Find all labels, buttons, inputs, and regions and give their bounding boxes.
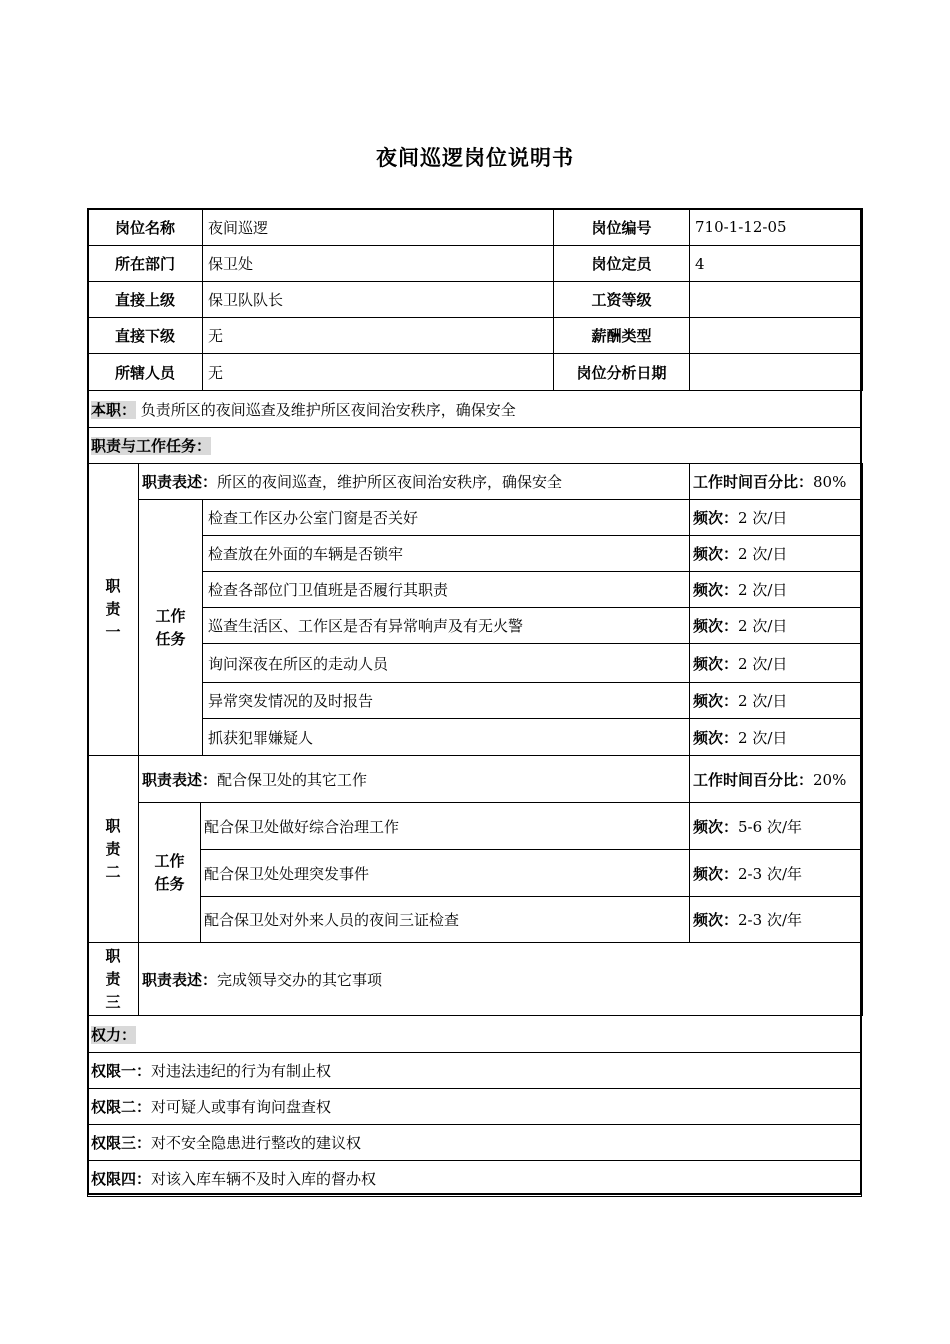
freq-value: 2 次/日 — [738, 581, 788, 599]
salary-grade-value — [690, 282, 863, 318]
authority-header: 权力： — [91, 1025, 137, 1044]
authority-text: 对不安全隐患进行整改的建议权 — [151, 1134, 362, 1152]
responsibilities-header: 职责与工作任务： — [91, 437, 212, 455]
subordinate-value: 无 — [203, 318, 554, 354]
freq-value: 2-3 次/年 — [738, 911, 802, 929]
duty2-task-text: 配合保卫处对外来人员的夜间三证检查 — [201, 897, 690, 943]
duty3-desc-label: 职责表述： — [142, 970, 218, 989]
duty1-name: 职责一 — [88, 464, 139, 756]
position-name-label: 岗位名称 — [88, 209, 203, 246]
subordinate-label: 直接下级 — [88, 318, 203, 354]
duty1-desc-cell — [139, 464, 690, 500]
duty3-desc: 完成领导交办的其它事项 — [217, 970, 383, 989]
duty1-task-text: 询问深夜在所区的走动人员 — [203, 644, 690, 683]
duty1-pct-cell — [690, 464, 863, 500]
position-code-value: 710-1-12-05 — [690, 209, 863, 246]
authority-text: 对可疑人或事有询问盘查权 — [151, 1098, 332, 1116]
duty1-desc-label: 职责表述： — [142, 473, 218, 491]
duty1-task-freq — [690, 644, 863, 683]
analysis-date-value — [690, 354, 863, 391]
position-name-value: 夜间巡逻 — [203, 209, 554, 246]
duty1-task-text: 巡查生活区、工作区是否有异常响声及有无火警 — [203, 608, 690, 644]
freq-label: 频次： — [693, 817, 739, 836]
freq-value: 2 次/日 — [738, 654, 788, 673]
authority-item — [88, 1125, 862, 1161]
duty3-table — [87, 942, 863, 1016]
duty2-name: 职责二 — [88, 756, 139, 943]
duty1-task-text: 检查放在外面的车辆是否锁牢 — [203, 536, 690, 572]
freq-label: 频次： — [693, 581, 739, 599]
duty2-table — [87, 755, 863, 943]
authority-item — [88, 1053, 862, 1089]
duty2-pct-label: 工作时间百分比： — [693, 770, 814, 789]
duty-text: 负责所区的夜间巡查及维护所区夜间治安秩序，确保安全 — [140, 400, 516, 419]
duty2-task-label: 工作任务 — [139, 803, 201, 943]
duty1-desc: 所区的夜间巡查，维护所区夜间治安秩序，确保安全 — [217, 473, 563, 491]
duty2-desc-label: 职责表述： — [142, 770, 218, 789]
duty2-task-text: 配合保卫处处理突发事件 — [201, 850, 690, 897]
duty1-task-freq — [690, 536, 863, 572]
freq-label: 频次： — [693, 864, 739, 883]
authority-item — [88, 1161, 862, 1197]
duty2-task-freq — [690, 803, 863, 850]
salary-grade-label: 工资等级 — [554, 282, 690, 318]
page-title: 夜间巡逻岗位说明书 — [376, 146, 574, 170]
headcount-label: 岗位定员 — [554, 246, 690, 282]
freq-label: 频次： — [693, 728, 739, 747]
duty-row — [88, 391, 862, 428]
authority-text: 对违法违纪的行为有制止权 — [151, 1062, 332, 1080]
duty1-task-label: 工作任务 — [139, 500, 203, 756]
department-value: 保卫处 — [203, 246, 554, 282]
duty2-desc: 配合保卫处的其它工作 — [217, 770, 368, 789]
duty3-desc-cell — [139, 943, 863, 1016]
duty2-task-text: 配合保卫处做好综合治理工作 — [201, 803, 690, 850]
authority-label: 权限四： — [91, 1170, 152, 1188]
duty2-task-freq — [690, 897, 863, 943]
managed-staff-label: 所辖人员 — [88, 354, 203, 391]
freq-value: 2 次/日 — [738, 545, 788, 563]
freq-label: 频次： — [693, 692, 739, 710]
authority-text: 对该入库车辆不及时入库的督办权 — [151, 1170, 377, 1188]
freq-label: 频次： — [693, 545, 739, 563]
duty1-task-freq — [690, 719, 863, 756]
responsibilities-header-row — [88, 428, 862, 464]
authority-label: 权限二： — [91, 1098, 152, 1116]
duty1-task-freq — [690, 500, 863, 536]
duty1-task-freq — [690, 683, 863, 719]
duty1-pct: 80% — [813, 473, 847, 491]
freq-label: 频次： — [693, 911, 739, 929]
pay-type-value — [690, 318, 863, 354]
duty3-name: 职责三 — [88, 943, 139, 1016]
duty1-task-text: 检查各部位门卫值班是否履行其职责 — [203, 572, 690, 608]
freq-label: 频次： — [693, 617, 739, 635]
authority-header-row — [88, 1016, 862, 1053]
duty-label: 本职： — [91, 400, 137, 419]
authority-table — [87, 1015, 862, 1197]
pay-type-label: 薪酬类型 — [554, 318, 690, 354]
freq-value: 2 次/日 — [738, 509, 788, 527]
authority-item — [88, 1089, 862, 1125]
analysis-date-label: 岗位分析日期 — [554, 354, 690, 391]
freq-value: 2 次/日 — [738, 617, 788, 635]
duty1-table — [87, 463, 863, 756]
duty2-task-freq — [690, 850, 863, 897]
managed-staff-value: 无 — [203, 354, 554, 391]
duty1-task-text: 异常突发情况的及时报告 — [203, 683, 690, 719]
authority-label: 权限三： — [91, 1134, 152, 1152]
duty1-task-freq — [690, 608, 863, 644]
basic-info-table — [87, 208, 863, 391]
position-code-label: 岗位编号 — [554, 209, 690, 246]
headcount-value: 4 — [690, 246, 863, 282]
duty1-task-text: 抓获犯罪嫌疑人 — [203, 719, 690, 756]
freq-value: 5-6 次/年 — [738, 817, 802, 836]
duty1-task-text: 检查工作区办公室门窗是否关好 — [203, 500, 690, 536]
freq-value: 2-3 次/年 — [738, 864, 802, 883]
freq-value: 2 次/日 — [738, 728, 788, 747]
duty2-pct-cell — [690, 756, 863, 803]
freq-label: 频次： — [693, 654, 739, 673]
duty-summary-table — [87, 390, 862, 464]
duty2-pct: 20% — [813, 770, 847, 789]
freq-label: 频次： — [693, 509, 739, 527]
freq-value: 2 次/日 — [738, 692, 788, 710]
supervisor-value: 保卫队队长 — [203, 282, 554, 318]
duty1-pct-label: 工作时间百分比： — [693, 473, 814, 491]
supervisor-label: 直接上级 — [88, 282, 203, 318]
authority-label: 权限一： — [91, 1062, 152, 1080]
duty1-task-freq — [690, 572, 863, 608]
duty2-desc-cell — [139, 756, 690, 803]
department-label: 所在部门 — [88, 246, 203, 282]
